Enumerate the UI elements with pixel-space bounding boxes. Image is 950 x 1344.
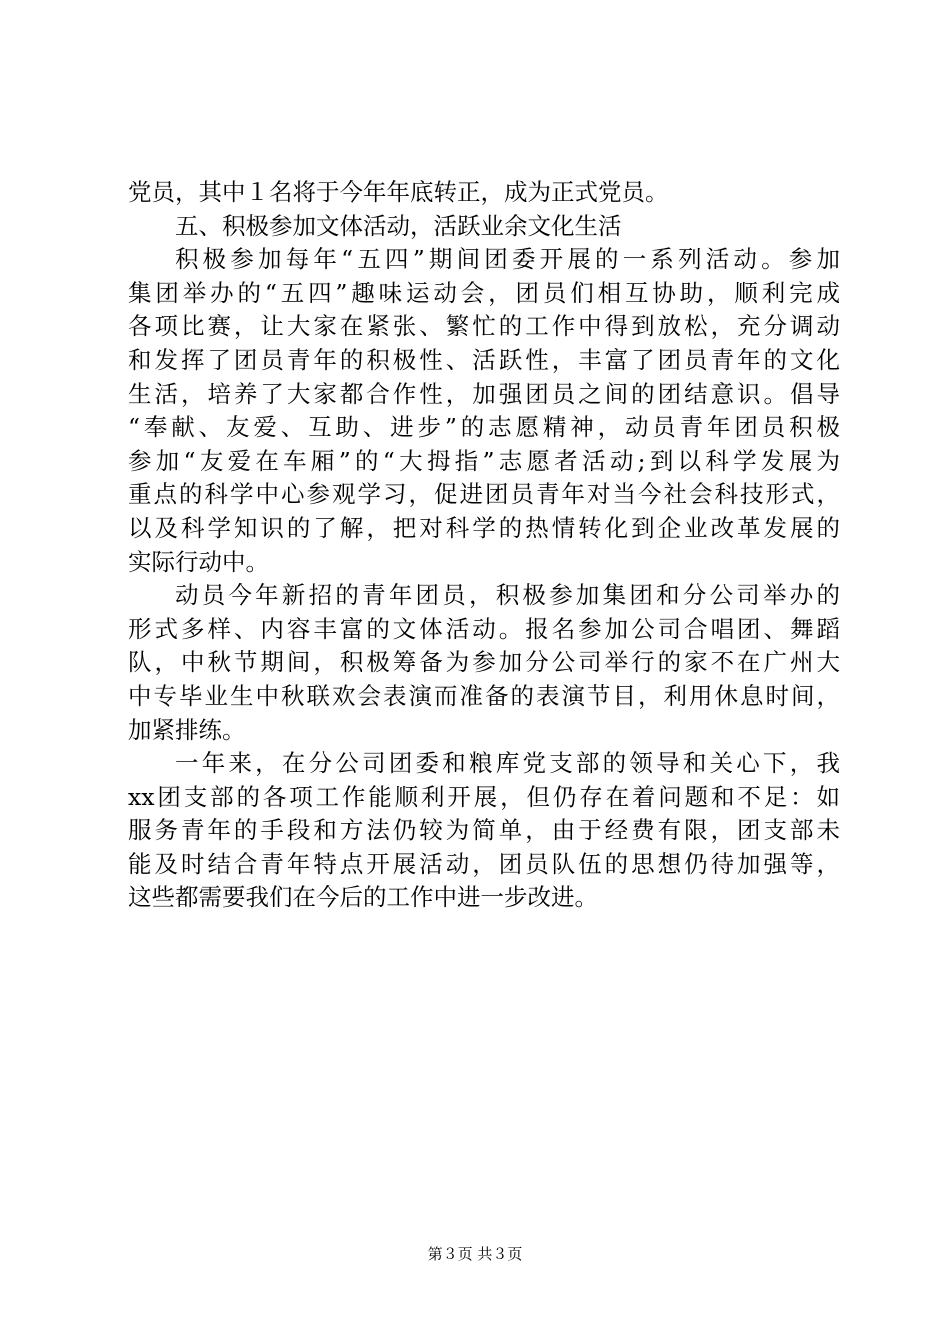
text-line: 和发挥了团员青年的积极性、活跃性，丰富了团员青年的文化: [128, 345, 840, 374]
text-line: 以及科学知识的了解，把对科学的热情转化到企业改革发展的: [128, 513, 840, 542]
text-line: 实际行动中。: [128, 547, 269, 576]
text-line: 队，中秋节期间，积极筹备为参加分公司举行的家不在广州大: [128, 648, 840, 677]
text-line: 生活，培养了大家都合作性，加强团员之间的团结意识。倡导: [128, 379, 840, 408]
text-line: 这些都需要我们在今后的工作中进一步改进。: [128, 883, 598, 912]
paragraph: [128, 176, 840, 210]
document-body: [128, 176, 840, 915]
text-line: 中专毕业生中秋联欢会表演而准备的表演节目，利用休息时间，: [128, 681, 840, 710]
page-footer: [0, 1244, 950, 1264]
text-line: 各项比赛，让大家在紧张、繁忙的工作中得到放松，充分调动: [128, 312, 840, 341]
text-line: 参加“友爱在车厢”的“大拇指”志愿者活动;到以科学发展为: [128, 446, 840, 475]
text-line: 积极参加每年“五四”期间团委开展的一系列活动。参加: [175, 245, 840, 274]
text-line: 集团举办的“五四”趣味运动会，团员们相互协助，顺利完成: [128, 278, 840, 307]
text-line: “奉献、友爱、互助、进步”的志愿精神，动员青年团员积极: [128, 413, 840, 442]
text-line: 动员今年新招的青年团员，积极参加集团和分公司举办的: [175, 581, 840, 610]
paragraph: [128, 579, 840, 747]
paragraph: [128, 747, 840, 915]
text-line: 形式多样、内容丰富的文体活动。报名参加公司合唱团、舞蹈: [128, 614, 840, 643]
text-line: 加紧排练。: [128, 715, 246, 744]
text-line: xx团支部的各项工作能顺利开展，但仍存在着问题和不足：如: [128, 782, 840, 811]
page-number: 第３页 共３页: [427, 1245, 523, 1263]
text-line: 能及时结合青年特点开展活动，团员队伍的思想仍待加强等，: [128, 849, 840, 878]
text-line: 重点的科学中心参观学习，促进团员青年对当今社会科技形式，: [128, 480, 840, 509]
text-line: 服务青年的手段和方法仍较为简单，由于经费有限，团支部未: [128, 816, 840, 845]
section-heading: [128, 210, 840, 244]
paragraph: [128, 243, 840, 579]
text-line: 五、积极参加文体活动，活跃业余文化生活: [175, 211, 622, 240]
text-line: 党员，其中１名将于今年年底转正，成为正式党员。: [128, 178, 669, 206]
text-line: 一年来，在分公司团委和粮库党支部的领导和关心下，我: [175, 749, 840, 778]
